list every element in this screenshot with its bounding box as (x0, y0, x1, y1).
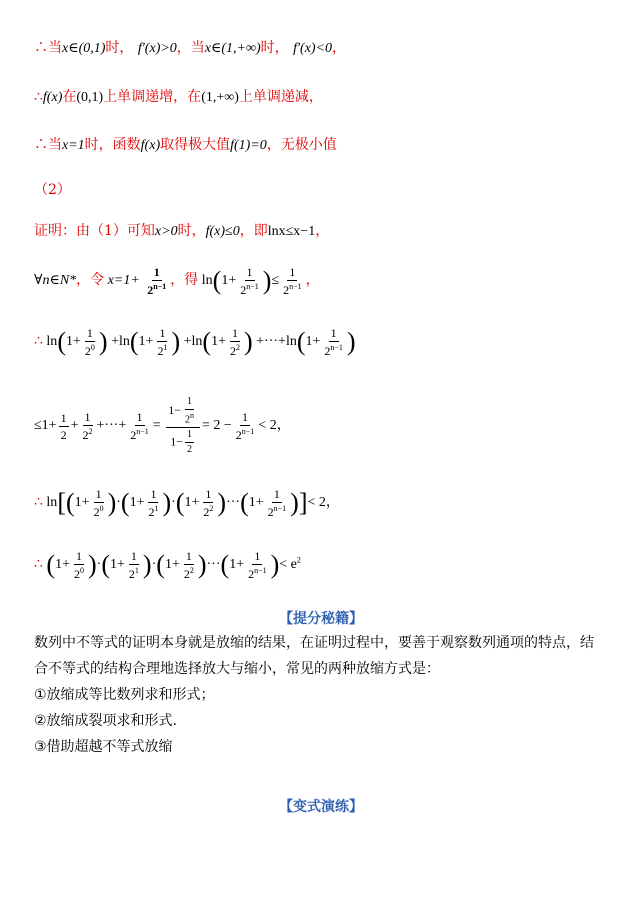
solution-line-9: ∴ (1+ $\frac{1}{2^0}$ )·(1+ $\frac{1}{2^1}$ )·(1+ $\frac{1}{2^2}$ )···(1+ $\frac{1}{2^{n-1}}$ )< $e^2$ (34, 549, 301, 581)
math: f(1)=0 (230, 138, 267, 153)
math: f′(x)<0 (293, 41, 333, 56)
tips-line: ①放缩成等比数列求和形式； (34, 687, 215, 703)
text: ， (315, 223, 330, 239)
fraction: $\frac{1}{2^{n-1}}$ (147, 265, 167, 297)
tips-line: 数列中不等式的证明本身就是放缩的结果，在证明过程中，要善于观察数列通项的特点，结 (34, 635, 594, 651)
math: x>0 (154, 224, 178, 239)
tips-line: ②放缩成裂项求和形式. (34, 713, 178, 729)
solution-line-5: ∀n∈N*，令 x=1+ $\frac{1}{2^{n-1}}$ ，得 ln(1+ $\frac{1}{2^{n-1}}$ )≤ $\frac{1}{2^{n-1}}$ ， (34, 265, 320, 297)
text: 时，函数 (84, 137, 141, 153)
text: ， (305, 273, 320, 288)
text: ，无极小值 (266, 137, 337, 153)
math: x∈(1,+∞) (204, 41, 261, 56)
text: ，得 (170, 273, 199, 288)
text: ∴当 (34, 137, 62, 153)
tips-paragraph (34, 630, 614, 760)
solution-line-4 (34, 221, 329, 242)
tips-heading: 【提分秘籍】 (279, 611, 363, 627)
solution-line-6: ∴ ln(1+ $\frac{1}{2^0}$ ) +ln(1+ $\frac{1}{2^1}$ ) +ln(1+ $\frac{1}{2^2}$ ) +···+ln(1+ $\frac{1}{2^{n-1}}$ ) (34, 326, 356, 358)
text: 时， (260, 40, 289, 56)
text: ， (332, 40, 347, 56)
text: ，令 (76, 273, 105, 288)
text: 上单调递增，在 (103, 89, 202, 105)
solution-line-8: ∴ ln[(1+ $\frac{1}{2^0}$ )·(1+ $\frac{1}{2^1}$ )·(1+ $\frac{1}{2^2}$ )···(1+ $\frac{1}{2^{n-1}}$ )]< 2， (34, 487, 340, 519)
text: 上单调递减， (238, 89, 323, 105)
math: x∈(0,1) (62, 41, 106, 56)
solution-line-3 (34, 135, 337, 156)
math: f(x)≤0 (205, 224, 240, 239)
math: (1,+∞) (201, 90, 239, 105)
solution-line-2 (34, 87, 323, 108)
text: ，当 (176, 40, 205, 56)
part-2-label: （2） (34, 182, 71, 198)
tips-line: ③借助超越不等式放缩 (34, 739, 173, 755)
text: ∴ (34, 89, 43, 105)
math: lnx≤x−1 (267, 224, 316, 239)
math: f(x) (42, 90, 63, 105)
math: f(x) (140, 138, 161, 153)
text: ，即 (239, 223, 268, 239)
text: 在 (62, 89, 77, 105)
text: 时， (177, 223, 206, 239)
math: ∀n∈N* (34, 273, 77, 288)
text: 取得极大值 (160, 137, 231, 153)
solution-line-1 (34, 38, 346, 59)
text: 时， (105, 40, 134, 56)
big-fraction: 1− $\frac{1}{2^n}$ 1− $\frac{1}{2}$ (166, 397, 200, 455)
math: f′(x)>0 (137, 41, 177, 56)
text: 证明：由（1）可知 (34, 223, 155, 239)
math: (0,1) (76, 90, 104, 105)
tips-line: 合不等式的结构合理地选择放大与缩小，常见的两种放缩方式是： (34, 661, 440, 677)
solution-line-7: ≤1+ $\frac{1}{2}$ + $\frac{1}{2^2}$ +···+ $\frac{1}{2^{n-1}}$ = 1− $\frac{1}{2^n}$ 1− $\frac{1}{2}$ = 2 − $\frac{1}{2^{n-1}}$ < 2， (34, 396, 291, 456)
practice-heading: 【变式演练】 (279, 799, 363, 815)
math: x=1 (62, 138, 85, 153)
text: ∴当 (34, 40, 62, 56)
math: x=1+ (107, 273, 140, 288)
